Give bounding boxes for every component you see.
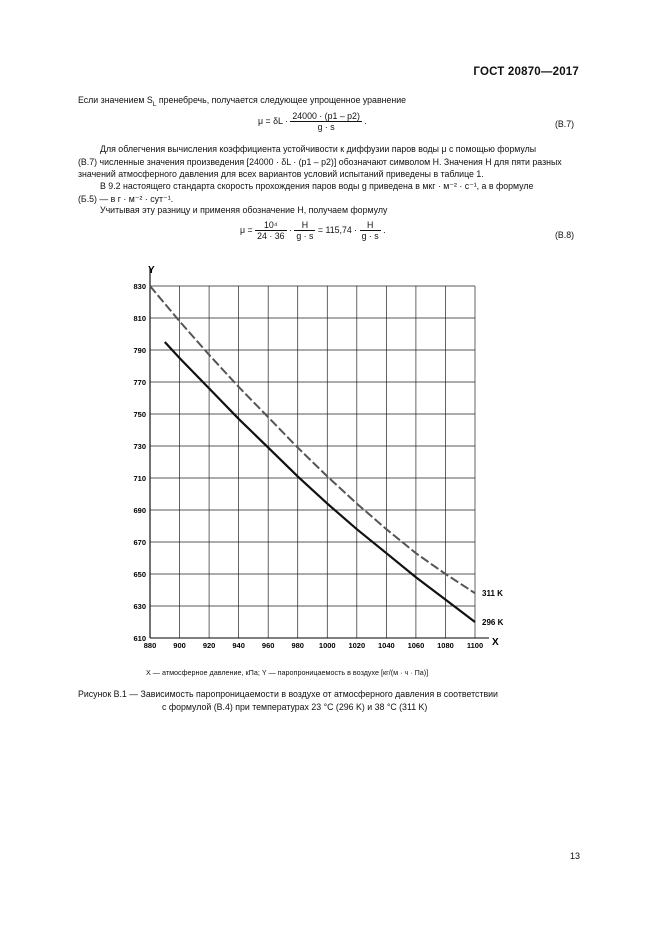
x-tick-label: 1000: [318, 641, 336, 650]
standard-header: ГОСТ 20870—2017: [473, 66, 579, 78]
x-tick-label: 900: [173, 641, 186, 650]
y-tick-label: 750: [133, 410, 146, 419]
x-tick-label: 880: [143, 641, 157, 650]
x-tick-label: 920: [202, 641, 216, 650]
series-line-311k: [150, 286, 475, 593]
chart-axis-legend: X — атмосферное давление, кПа; Y — паропроницаемость в воздухе [кг/(м · ч · Па)]: [146, 668, 429, 677]
y-tick-label: 670: [133, 538, 146, 547]
series-label: 311 K: [482, 589, 503, 599]
y-tick-label: 610: [133, 634, 146, 643]
x-tick-label: 1020: [348, 641, 366, 650]
y-tick-label: 730: [133, 442, 146, 451]
y-tick-label: 690: [133, 506, 146, 515]
x-axis-label: X: [492, 637, 499, 648]
y-tick-label: 790: [133, 346, 146, 355]
y-tick-label: 630: [133, 602, 146, 611]
equation-number-b7: (В.7): [555, 119, 575, 129]
x-tick-label: 980: [291, 641, 304, 650]
x-tick-label: 1060: [407, 641, 425, 650]
page-number: 13: [570, 851, 581, 861]
pressure-permeability-chart: [120, 258, 520, 658]
x-tick-label: 1040: [378, 641, 395, 650]
x-tick-label: 960: [261, 641, 275, 650]
y-tick-label: 810: [133, 314, 146, 323]
chart-grid: [150, 268, 489, 638]
equation-number-b8: (В.8): [555, 230, 575, 240]
paragraph-3: В 9.2 настоящего стандарта скорость прохождения паров воды g приведена в мкг · м⁻² · с⁻¹, а в формуле (Б.5) — в г · м⁻² · сут⁻¹.: [78, 181, 534, 204]
series-label: 296 K: [482, 618, 504, 627]
formula-b8: μ = $\frac{\text{10⁴}}{24 \cdot 36}$ · $\frac{H}{g \cdot s}$ = 115,74 · $\frac{H}{g \cdot s}$ .: [240, 220, 386, 241]
x-tick-label: 1080: [437, 641, 454, 650]
series-line-296k: [165, 342, 475, 622]
y-tick-label: 650: [133, 570, 146, 579]
y-tick-label: 830: [133, 282, 146, 291]
paragraph-4: Учитывая эту разницу и применяя обозначение H, получаем формулу: [100, 205, 388, 215]
paragraph-1: Если значением $S_L$ пренебречь, получается следующее упрощенное уравнение: [78, 95, 407, 108]
x-tick-label: 940: [232, 641, 245, 650]
formula-b7: μ = δL · $\frac{24000 \cdot (p1 - p2)}{g \cdot s}$ .: [258, 111, 367, 132]
paragraph-2: Для облегчения вычисления коэффициента устойчивости к диффузии паров воды μ с помощью формулы (В.7) численные значения произведения [24000 · δL · (p1 – p2)] обозначают символом H. Значения H для пяти разных значений атмосферного давления для всех вариантов условий испытаний приведены в таблице 1.: [78, 144, 562, 179]
figure-caption: Рисунок В.1 — Зависимость паропроницаемости в воздухе от атмосферного давления в соответствии с формулой (В.4) при температурах 23 °С (296 K) и 38 °С (311 K): [78, 689, 498, 712]
y-tick-label: 710: [133, 474, 146, 483]
y-axis-label: Y: [148, 265, 155, 276]
y-tick-label: 770: [133, 378, 146, 387]
chart-series: [150, 286, 504, 627]
x-tick-label: 1100: [466, 641, 484, 650]
chart-ticks: [133, 282, 483, 650]
